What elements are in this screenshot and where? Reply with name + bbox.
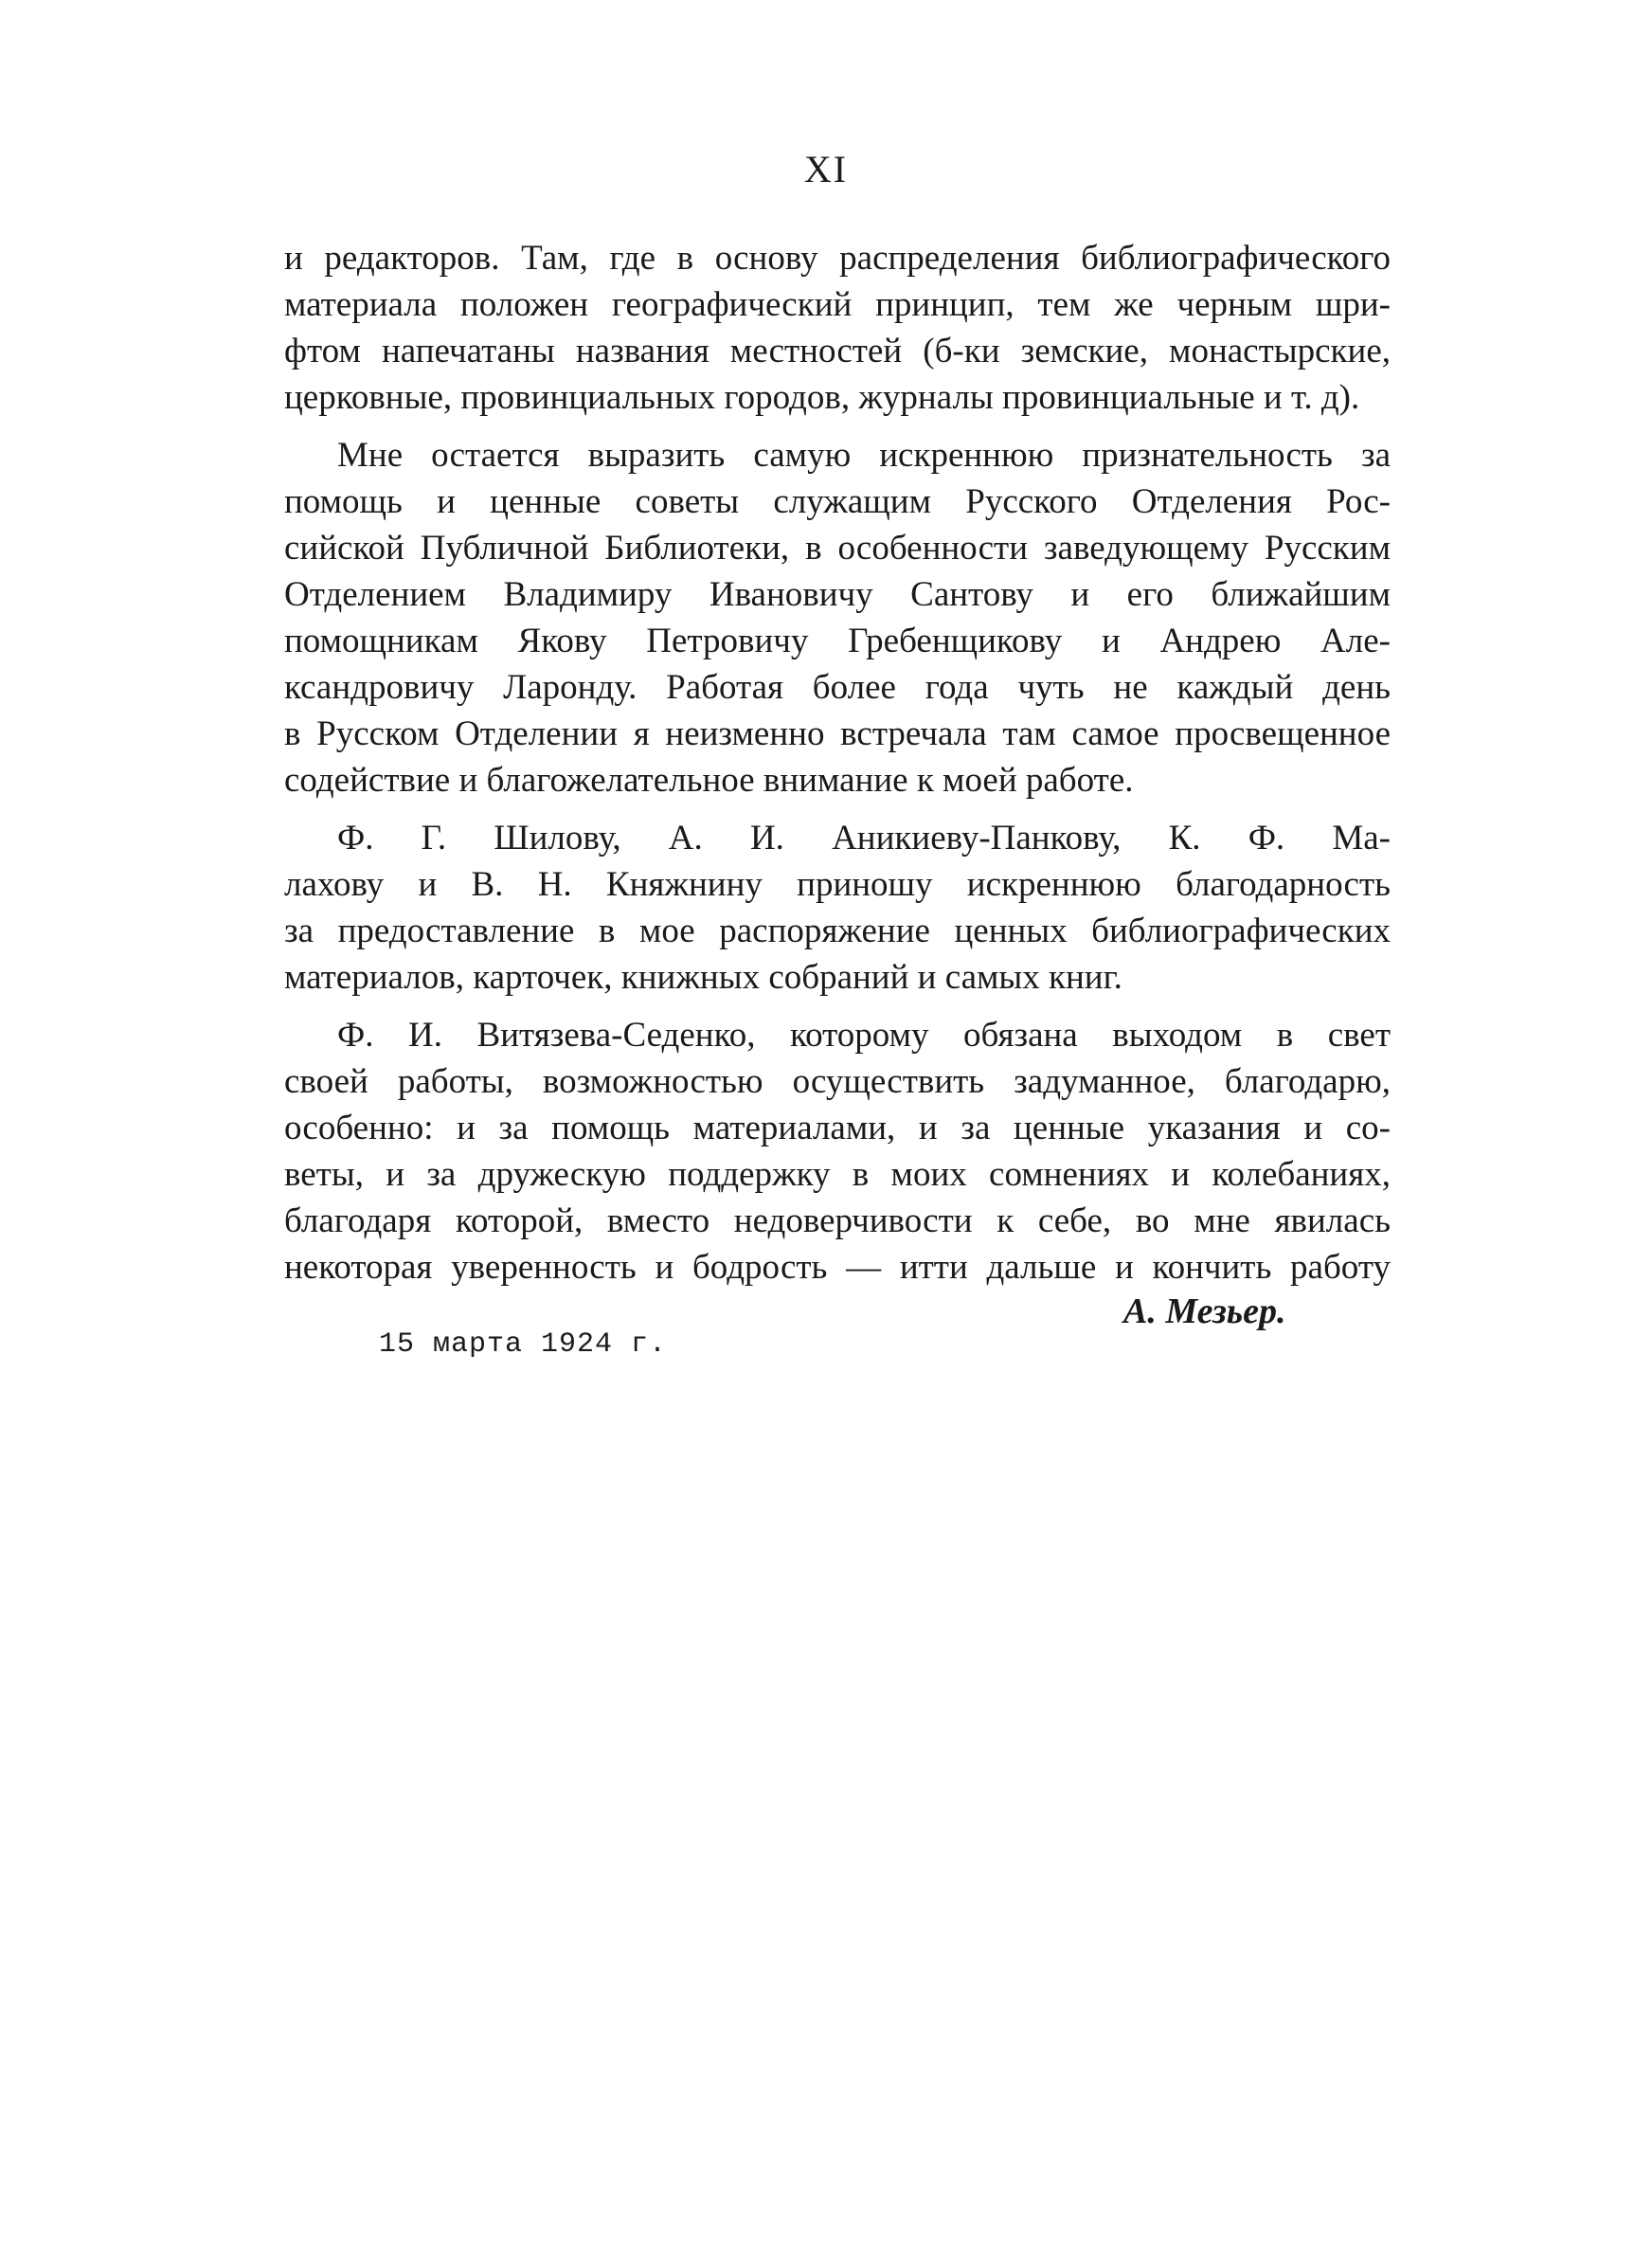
text-line: своей работы, возможностью осуществить задуманное, благодарю,	[284, 1062, 1391, 1101]
text-line: в Русском Отделении я неизменно встречала там самое просвещенное	[284, 714, 1391, 753]
text-line: Мне остается выразить самую искреннюю признательность за	[337, 436, 1391, 475]
text-line: и редакторов. Там, где в основу распределения библиографического	[284, 239, 1391, 278]
text-line: Отделением Владимиру Ивановичу Сантову и его ближайшим	[284, 575, 1391, 614]
author-signature: А. Мезьер.	[1123, 1291, 1286, 1331]
text-line: благодаря которой, вместо недоверчивости к себе, во мне явилась	[284, 1201, 1391, 1240]
paragraph-4	[284, 1012, 1391, 1291]
text-line: Ф. Г. Шилову, А. И. Аникиеву-Панкову, К. Ф. Ма-	[337, 819, 1391, 858]
text-line: веты, и за дружескую поддержку в моих сомнениях и колебаниях,	[284, 1155, 1391, 1194]
paragraph-2	[284, 432, 1391, 803]
text-line: некоторая уверенность и бодрость — итти дальше и кончить работу	[284, 1248, 1391, 1287]
text-line: за предоставление в мое распоряжение ценных библиографических	[284, 912, 1391, 950]
text-line: материала положен географический принцип, тем же черным шри-	[284, 285, 1391, 324]
text-line: фтом напечатаны названия местностей (б-ки земские, монастырские,	[284, 332, 1391, 370]
text-line: материалов, карточек, книжных собраний и самых книг.	[284, 958, 1122, 997]
body-text	[284, 235, 1391, 1291]
page-number: XI	[803, 148, 849, 190]
text-line: особенно: и за помощь материалами, и за ценные указания и со-	[284, 1109, 1391, 1147]
text-line: ксандровичу Ларонду. Работая более года чуть не каждый день	[284, 668, 1391, 707]
text-line: помощь и ценные советы служащим Русского Отделения Рос-	[284, 482, 1391, 521]
date-line: 15 марта 1924 г.	[379, 1328, 668, 1361]
text-line: церковные, провинциальных городов, журналы провинциальные и т. д).	[284, 378, 1360, 417]
paragraph-1	[284, 235, 1391, 421]
text-line: Ф. И. Витязева-Седенко, которому обязана выходом в свет	[337, 1016, 1391, 1055]
text-line: помощникам Якову Петровичу Гребенщикову и Андрею Але-	[284, 622, 1391, 660]
paragraph-3	[284, 815, 1391, 1001]
text-line: содействие и благожелательное внимание к моей работе.	[284, 761, 1134, 800]
text-line: лахову и В. Н. Княжнину приношу искреннюю благодарность	[284, 865, 1391, 904]
text-line: сийской Публичной Библиотеки, в особенности заведующему Русским	[284, 529, 1391, 568]
